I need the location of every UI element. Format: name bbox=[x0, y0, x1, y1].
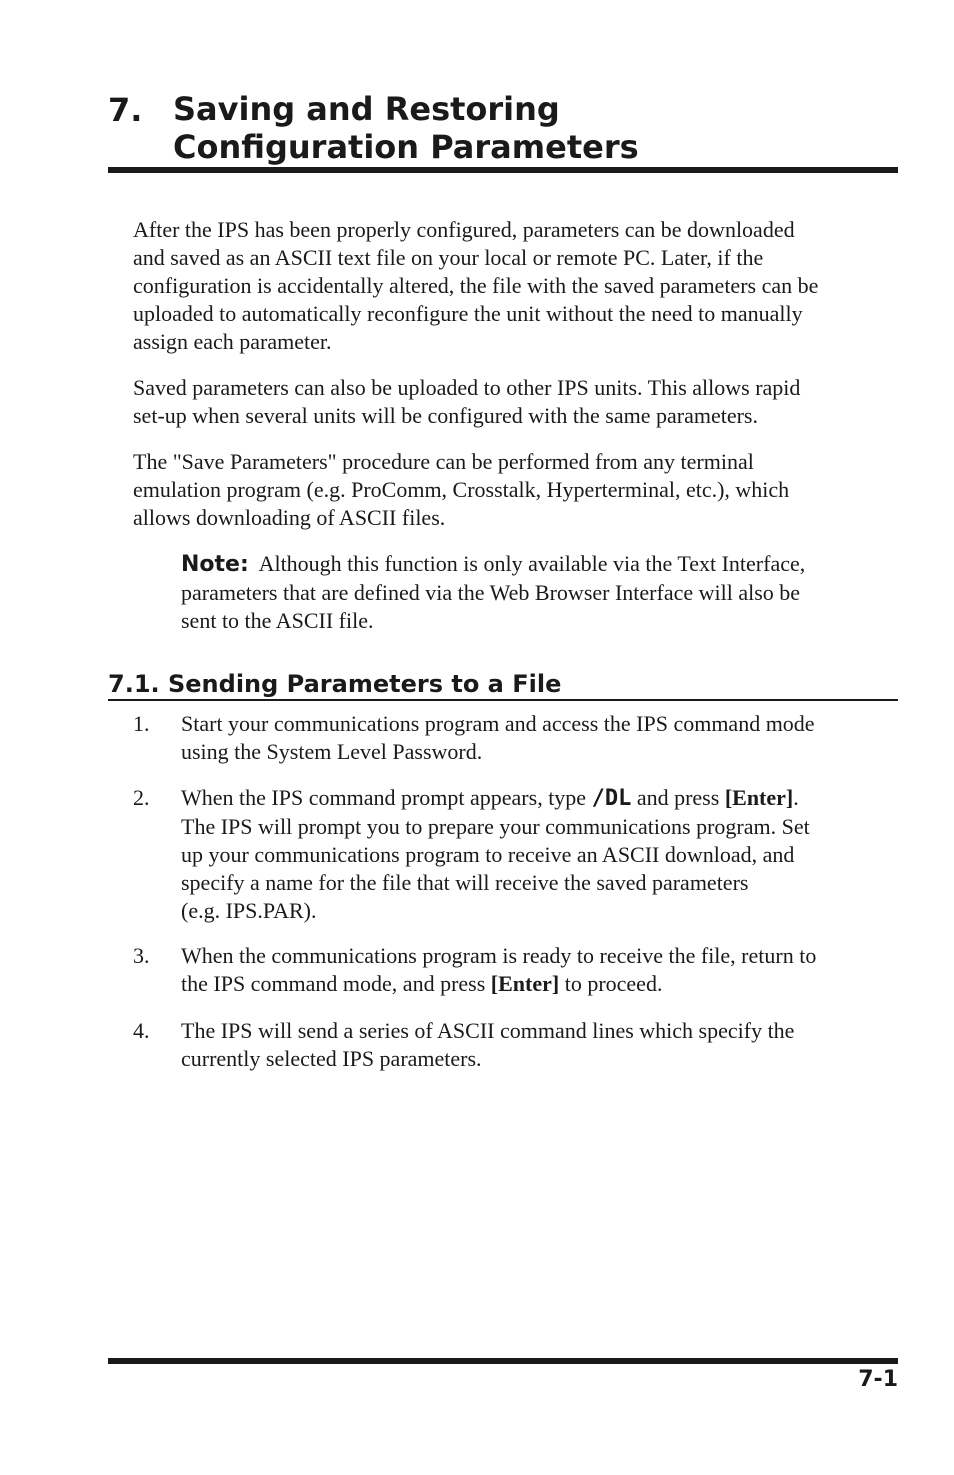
text-line: Start your communications program and access the IPS command mode bbox=[181, 711, 815, 736]
text-line: configuration is accidentally altered, the file with the saved parameters can be bbox=[133, 273, 819, 298]
step-text bbox=[181, 784, 893, 925]
note-text: Although this function is only available via the Text Interface, bbox=[258, 551, 806, 576]
section-rule bbox=[108, 699, 898, 701]
chapter-number: 7. bbox=[108, 91, 143, 129]
text-line: When the communications program is ready to receive the file, return to bbox=[181, 943, 817, 968]
note-line-2: parameters that are defined via the Web Browser Interface will also be bbox=[181, 580, 801, 605]
text-run: . bbox=[793, 785, 799, 810]
text-line: assign each parameter. bbox=[133, 329, 332, 354]
footer-rule bbox=[108, 1358, 898, 1364]
section-heading: 7.1. Sending Parameters to a File bbox=[108, 670, 562, 698]
note-block bbox=[181, 550, 893, 635]
note-line-3: sent to the ASCII file. bbox=[181, 608, 374, 633]
enter-key-label: [Enter] bbox=[724, 785, 794, 810]
text-line: and saved as an ASCII text file on your local or remote PC. Later, if the bbox=[133, 245, 764, 270]
intro-paragraph-2 bbox=[133, 374, 893, 430]
text-line: set-up when several units will be configured with the same parameters. bbox=[133, 403, 758, 428]
note-label: Note: bbox=[181, 552, 249, 577]
text-line: specify a name for the file that will receive the saved parameters bbox=[181, 870, 749, 895]
text-line: The IPS will send a series of ASCII command lines which specify the bbox=[181, 1018, 795, 1043]
text-run: the IPS command mode, and press bbox=[181, 971, 491, 996]
text-line: uploaded to automatically reconfigure the unit without the need to manually bbox=[133, 301, 803, 326]
chapter-title-line-1: Saving and Restoring bbox=[173, 90, 560, 128]
enter-key-label: [Enter] bbox=[490, 971, 560, 996]
text-line: After the IPS has been properly configured, parameters can be downloaded bbox=[133, 217, 795, 242]
intro-paragraph-1 bbox=[133, 216, 893, 356]
text-line: (e.g. IPS.PAR). bbox=[181, 898, 317, 923]
text-line: The IPS will prompt you to prepare your communications program. Set bbox=[181, 814, 810, 839]
chapter-rule bbox=[108, 167, 898, 173]
step-number: 2. bbox=[133, 785, 150, 810]
command-code: /DL bbox=[591, 786, 632, 811]
text-line bbox=[181, 970, 893, 998]
page-number: 7-1 bbox=[858, 1367, 898, 1392]
text-line: using the System Level Password. bbox=[181, 739, 483, 764]
text-line: up your communications program to receive an ASCII download, and bbox=[181, 842, 795, 867]
text-line: currently selected IPS parameters. bbox=[181, 1046, 482, 1071]
text-run: to proceed. bbox=[559, 971, 663, 996]
text-run: and press bbox=[631, 785, 725, 810]
step-number: 3. bbox=[133, 943, 150, 968]
text-line: The "Save Parameters" procedure can be performed from any terminal bbox=[133, 449, 754, 474]
chapter-title bbox=[173, 90, 639, 166]
step-text bbox=[181, 942, 893, 998]
text-line bbox=[181, 784, 893, 813]
step-text bbox=[181, 710, 893, 766]
text-line: emulation program (e.g. ProComm, Crosstalk, Hyperterminal, etc.), which bbox=[133, 477, 790, 502]
text-run: When the IPS command prompt appears, type bbox=[181, 785, 592, 810]
text-line: Saved parameters can also be uploaded to other IPS units. This allows rapid bbox=[133, 375, 801, 400]
step-number: 1. bbox=[133, 711, 150, 736]
chapter-title-line-2: Configuration Parameters bbox=[173, 128, 639, 166]
step-number: 4. bbox=[133, 1018, 150, 1043]
note-line-1 bbox=[181, 550, 893, 579]
text-line: allows downloading of ASCII files. bbox=[133, 505, 446, 530]
intro-paragraph-3 bbox=[133, 448, 893, 532]
step-text bbox=[181, 1017, 893, 1073]
